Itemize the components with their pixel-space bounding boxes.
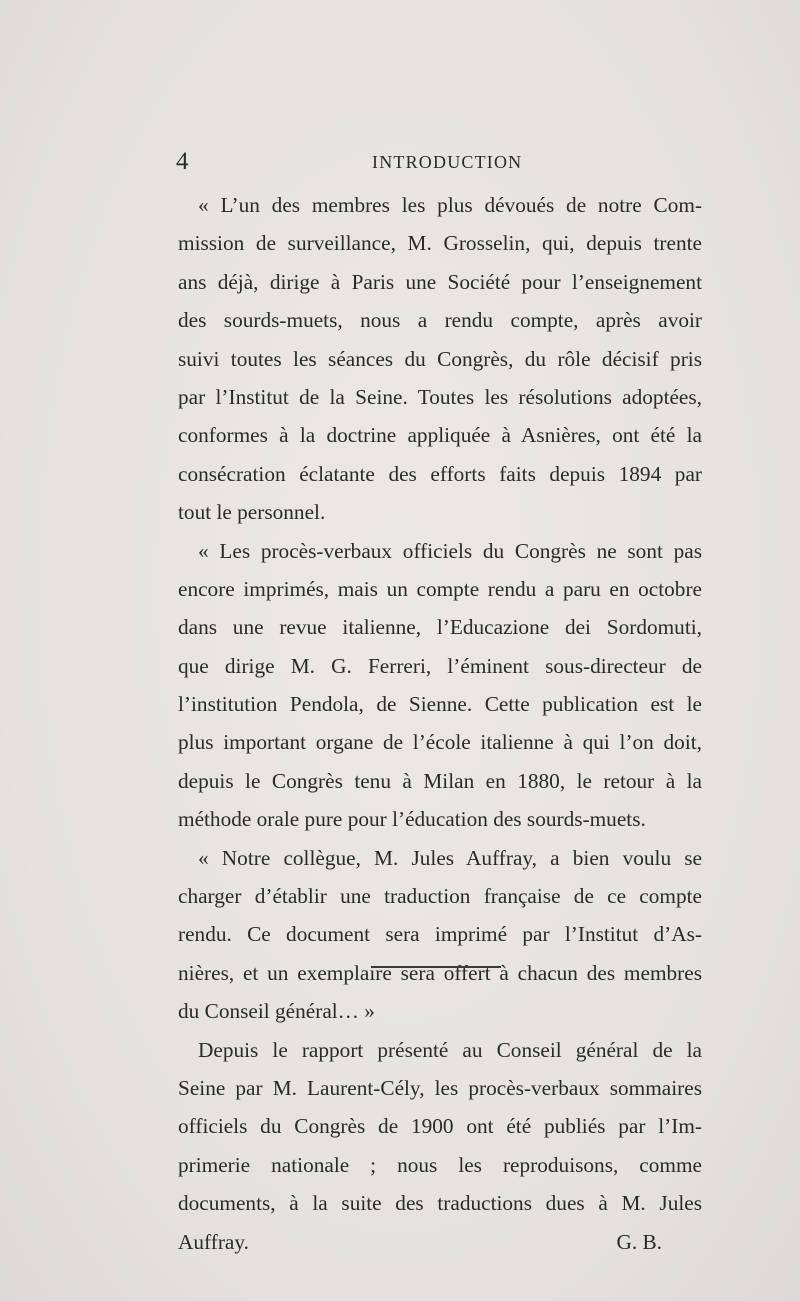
text-line: suivi toutes les séances du Congrès, du rôle décisif pris [178,346,702,371]
text-line: charger d’établir une traduction française de ce compte [178,884,702,909]
text-line: primerie nationale ; nous les reproduisons, comme [178,1152,702,1177]
text-line: nières, et un exemplaire sera offert à chacun des membres [178,960,702,985]
body-text [178,186,702,1261]
text-line: consécration éclatante des efforts faits depuis 1894 par [178,461,702,486]
text-line: ans déjà, dirige à Paris une Société pour l’enseignement [178,269,702,294]
text-line: « Notre collègue, M. Jules Auffray, a bien voulu se [198,845,702,870]
text-line: du Conseil général… » [178,999,375,1024]
text-line: encore imprimés, mais un compte rendu a paru en octobre [178,576,702,601]
text-line: que dirige M. G. Ferreri, l’éminent sous-directeur de [178,653,702,678]
text-line: conformes à la doctrine appliquée à Asnières, ont été la [178,423,702,448]
running-head: INTRODUCTION [372,152,523,172]
text-line: depuis le Congrès tenu à Milan en 1880, le retour à la [178,768,702,793]
section-rule [371,966,501,968]
text-line: officiels du Congrès de 1900 ont été publiés par l’Im- [178,1114,702,1139]
closing-text: Auffray. [178,1229,249,1254]
signature: G. B. [616,1229,662,1254]
text-line: plus important organe de l’école italienne à qui l’on doit, [178,730,702,755]
text-line: « L’un des membres les plus dévoués de notre Com- [198,193,702,217]
text-line: Depuis le rapport présenté au Conseil général de la [198,1037,702,1062]
page-header [176,148,706,178]
text-line: tout le personnel. [178,500,326,525]
text-line: par l’Institut de la Seine. Toutes les résolutions adoptées, [178,384,702,409]
text-line: Seine par M. Laurent-Cély, les procès-verbaux sommaires [178,1075,702,1100]
text-line: documents, à la suite des traductions dues à M. Jules [178,1191,702,1216]
page-number: 4 [176,148,189,175]
text-line: rendu. Ce document sera imprimé par l’Institut d’As- [178,922,702,947]
text-line: l’institution Pendola, de Sienne. Cette publication est le [178,692,702,717]
closing-line [178,1223,702,1261]
text-line: dans une revue italienne, l’Educazione dei Sordomuti, [178,615,702,640]
text-line: mission de surveillance, M. Grosselin, qui, depuis trente [178,231,702,256]
text-line: des sourds-muets, nous a rendu compte, après avoir [178,308,702,333]
text-line: « Les procès-verbaux officiels du Congrès ne sont pas [198,538,702,563]
text-line: méthode orale pure pour l’éducation des sourds-muets. [178,807,646,832]
